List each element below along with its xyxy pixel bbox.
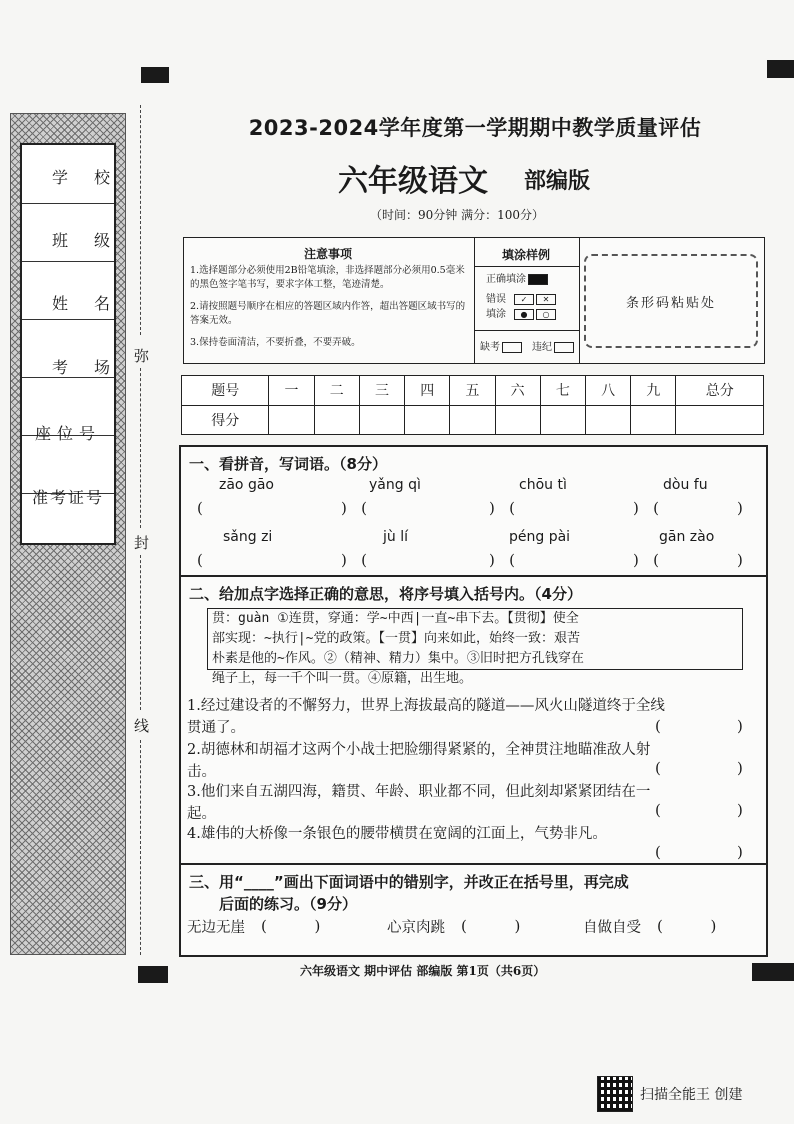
pinyin: chōu tì (519, 477, 567, 493)
answer-blank[interactable]: ( (197, 551, 203, 569)
pinyin: péng pài (509, 529, 571, 545)
instructions-box (183, 237, 765, 364)
wrong-fill-sample-2: 填涂 ● ○ (486, 305, 556, 320)
answer-blank[interactable]: ) ( (489, 499, 516, 517)
score-cell[interactable] (540, 405, 585, 435)
barcode-area: 条形码粘贴处 (584, 254, 758, 348)
pinyin: dòu fu (663, 477, 708, 493)
pinyin: yǎng qì (369, 477, 421, 493)
answer-blank[interactable]: ( (655, 843, 661, 861)
registration-mark (752, 963, 794, 981)
answer-blank[interactable]: ( (655, 759, 661, 777)
answer-blank[interactable]: ) (737, 499, 743, 517)
typo-word: 无边无崖 (187, 920, 245, 936)
label-school: 学校 (51, 168, 136, 187)
edition-label: 部编版 (524, 168, 591, 194)
score-cell[interactable] (495, 405, 540, 435)
note-1: 1.选择题部分必须使用2B铅笔填涂，非选择题部分必须用0.5毫米的黑色签字笔书写，要求字体工整，笔迹清楚。 (190, 265, 465, 290)
registration-mark (767, 60, 794, 78)
score-cell[interactable] (359, 405, 404, 435)
answer-blank[interactable]: ) ( (633, 499, 660, 517)
typo-word: 自做自受 (583, 920, 641, 936)
answer-blank[interactable]: ) ( (489, 551, 516, 569)
answer-blank[interactable]: ) (737, 801, 743, 819)
answer-blank[interactable]: ( ) (657, 917, 717, 935)
col-header: 一 (269, 376, 314, 406)
violation-box: 违纪 (532, 338, 574, 353)
seal-dash (140, 105, 141, 335)
answer-blank[interactable]: ( (655, 717, 661, 735)
note-3: 3.保持卷面清洁，不要折叠，不要弄破。 (190, 337, 361, 348)
score-row-label: 得分 (182, 405, 269, 435)
time-info: （时间：90分钟 满分：100分） (370, 208, 544, 222)
seal-dash (140, 740, 141, 955)
question-item: 3.他们来自五湖四海，籍贯、年龄、职业都不同，但此刻却紧紧团结在一 起。 (187, 784, 651, 822)
score-table-header: 题号 (182, 376, 269, 406)
answer-blank[interactable]: ( ) (261, 917, 321, 935)
col-header: 九 (631, 376, 676, 406)
registration-mark (138, 966, 168, 983)
page-footer: 六年级语文 期中评估 部编版 第1页（共6页） (300, 964, 546, 978)
score-cell[interactable] (450, 405, 495, 435)
scanner-watermark: 扫描全能王 创建 (640, 1087, 743, 1103)
section-pinyin (179, 445, 768, 577)
typo-word: 心京肉跳 (387, 920, 445, 936)
label-name: 姓名 (51, 294, 136, 313)
score-cell[interactable] (676, 405, 764, 435)
pinyin: jù lí (383, 529, 408, 545)
seal-char-1: 弥 (134, 347, 150, 365)
absent-box: 缺考 (480, 338, 522, 353)
question-item: 4.雄伟的大桥像一条银色的腰带横贯在宽阔的江面上，气势非凡。 (187, 826, 607, 842)
score-cell[interactable] (585, 405, 630, 435)
dictionary-entry (207, 608, 743, 686)
section-meaning (179, 575, 768, 867)
seal-char-2: 封 (134, 534, 150, 552)
question-item: 1.经过建设者的不懈努力，世界上海拔最高的隧道——风火山隧道终于全线 贯通了。 (187, 698, 665, 736)
note-2: 2.请按照题号顺序在相应的答题区域内作答，超出答题区域书写的答案无效。 (190, 301, 466, 326)
student-info-box (20, 143, 136, 545)
question-item: 2.胡德林和胡福才这两个小战士把脸绷得紧紧的，全神贯注地瞄准敌人射 击。 (187, 742, 651, 780)
col-header: 七 (540, 376, 585, 406)
col-header: 二 (314, 376, 359, 406)
pinyin: gān zào (659, 529, 715, 545)
score-cell[interactable] (405, 405, 450, 435)
answer-blank[interactable]: ) ( (633, 551, 660, 569)
section3-heading-2: 后面的练习。（9分） (219, 895, 357, 913)
exam-title: 2023-2024学年度第一学期期中教学质量评估 (248, 116, 702, 140)
section1-heading: 一、看拼音，写词语。（8分） (189, 455, 387, 473)
label-exam-room: 考场 (51, 358, 136, 377)
dict-line: 部实现：~执行|~党的政策。【一贯】向来如此，始终一致：艰苦 (212, 631, 580, 646)
pinyin: zāo gāo (219, 477, 274, 493)
col-header: 四 (405, 376, 450, 406)
label-class: 班级 (51, 231, 136, 250)
qr-code-icon (597, 1076, 633, 1112)
answer-blank[interactable]: ( (197, 499, 203, 517)
score-cell[interactable] (269, 405, 314, 435)
label-exam-id: 准考证号 (31, 488, 104, 507)
answer-blank[interactable]: ( ) (461, 917, 521, 935)
pinyin: sǎng zi (223, 529, 273, 545)
col-header: 五 (450, 376, 495, 406)
seal-dash (140, 555, 141, 710)
col-header: 三 (359, 376, 404, 406)
section-typo (179, 863, 768, 957)
notes-title: 注意事项 (304, 247, 353, 261)
seal-dash (140, 368, 141, 528)
section3-heading-1: 三、用“____”画出下面词语中的错别字，并改正在括号里，再完成 (189, 873, 629, 891)
answer-blank[interactable]: ) (737, 843, 743, 861)
score-cell[interactable] (631, 405, 676, 435)
dict-line: 朴素是他的~作风。②（精神、精力）集中。③旧时把方孔钱穿在 (212, 651, 584, 666)
score-cell[interactable] (314, 405, 359, 435)
fill-sample-title: 填涂样例 (502, 248, 551, 262)
answer-blank[interactable]: ) (737, 551, 743, 569)
subject-title: 六年级语文 (338, 164, 488, 199)
seal-char-3: 线 (134, 717, 150, 735)
score-table (181, 375, 764, 435)
col-header: 总分 (676, 376, 764, 406)
answer-blank[interactable]: ) ( (341, 499, 368, 517)
dict-line: 贯：guàn ①连贯，穿通：学~中西|一直~串下去。【贯彻】使全 (212, 611, 579, 626)
answer-blank[interactable]: ) ( (341, 551, 368, 569)
col-header: 八 (585, 376, 630, 406)
answer-blank[interactable]: ) (737, 717, 743, 735)
section2-heading: 二、给加点字选择正确的意思，将序号填入括号内。（4分） (189, 585, 582, 603)
wrong-fill-sample: 错误 ✓ ✕ (486, 290, 556, 305)
dict-line: 绳子上，每一千个叫一贯。④原籍，出生地。 (212, 671, 473, 686)
correct-fill-sample: 正确填涂 (486, 270, 548, 285)
label-seat: 座位号 (34, 424, 101, 443)
answer-blank[interactable]: ) (737, 759, 743, 777)
answer-blank[interactable]: ( (655, 801, 661, 819)
col-header: 六 (495, 376, 540, 406)
registration-mark (141, 67, 169, 83)
